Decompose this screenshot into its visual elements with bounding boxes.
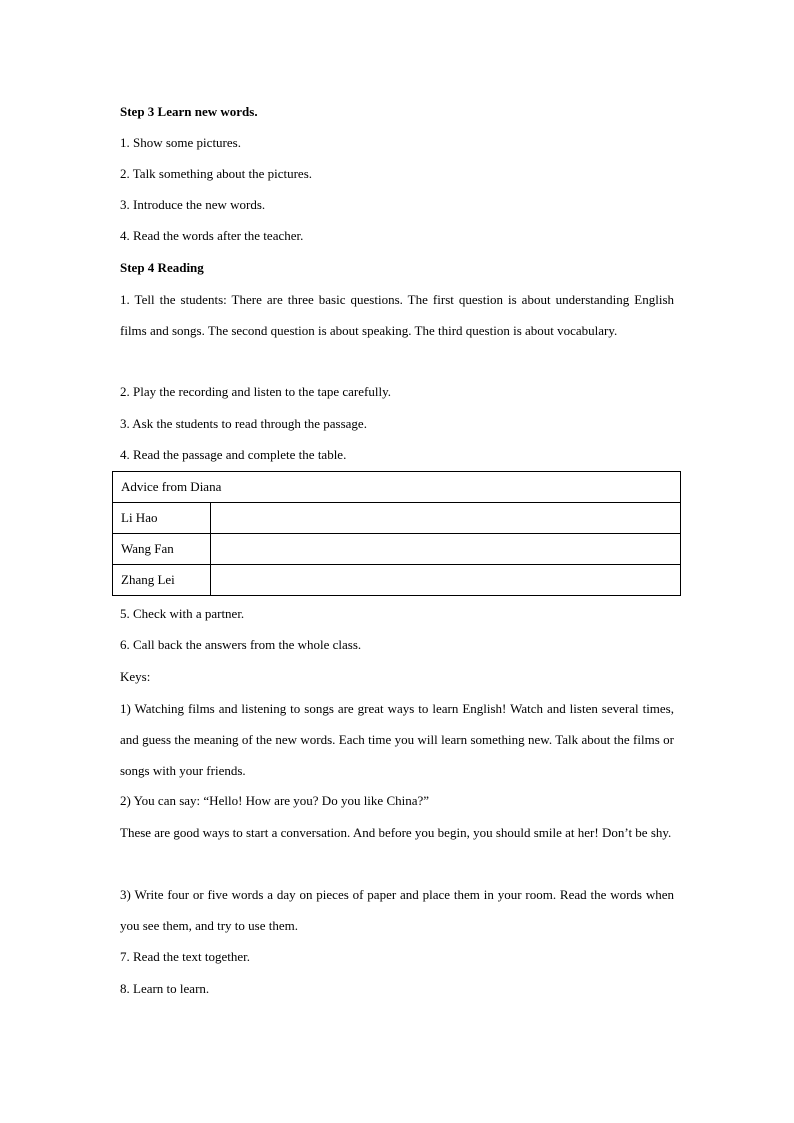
advice-table (112, 471, 681, 596)
step4-item-6: 6. Call back the answers from the whole class. (120, 637, 362, 652)
table-row (113, 534, 681, 565)
key-1: 1) Watching films and listening to songs are great ways to learn English! Watch and listen several times, and guess the meaning of the new words. Each time you will learn something new. Talk about the films or songs with your friends. (120, 701, 674, 778)
step3-heading: Step 3 Learn new words. (120, 104, 258, 119)
table-advice-cell (211, 534, 681, 565)
table-name-cell: Wang Fan (113, 534, 211, 565)
table-row (113, 565, 681, 596)
step3-item-4: 4. Read the words after the teacher. (120, 228, 304, 243)
key-2-line: 2) You can say: “Hello! How are you? Do you like China?” (120, 793, 430, 808)
step4-heading: Step 4 Reading (120, 260, 204, 275)
table-name-cell: Li Hao (113, 503, 211, 534)
step4-item-4: 4. Read the passage and complete the table. (120, 447, 347, 462)
key-2-text: These are good ways to start a conversation. And before you begin, you should smile at her! Don’t be shy. (120, 825, 672, 840)
step3-item-1: 1. Show some pictures. (120, 135, 241, 150)
step4-item-3: 3. Ask the students to read through the passage. (120, 416, 367, 431)
step4-item-8: 8. Learn to learn. (120, 981, 210, 996)
table-name-cell: Zhang Lei (113, 565, 211, 596)
table-advice-cell (211, 565, 681, 596)
table-row (113, 503, 681, 534)
step4-item-7: 7. Read the text together. (120, 949, 250, 964)
step4-item-2: 2. Play the recording and listen to the tape carefully. (120, 384, 391, 399)
table-header-row (113, 472, 681, 503)
step3-item-2: 2. Talk something about the pictures. (120, 166, 313, 181)
table-advice-cell (211, 503, 681, 534)
step4-item-5: 5. Check with a partner. (120, 606, 245, 621)
table-header-cell: Advice from Diana (113, 472, 681, 503)
key-3: 3) Write four or five words a day on pieces of paper and place them in your room. Read the words when you see them, and try to use them. (120, 887, 674, 933)
keys-label: Keys: (120, 669, 151, 684)
step4-item-1: 1. Tell the students: There are three basic questions. The first question is about understanding English films and songs. The second question is about speaking. The third question is about vocabulary. (120, 292, 674, 338)
step3-item-3: 3. Introduce the new words. (120, 197, 266, 212)
